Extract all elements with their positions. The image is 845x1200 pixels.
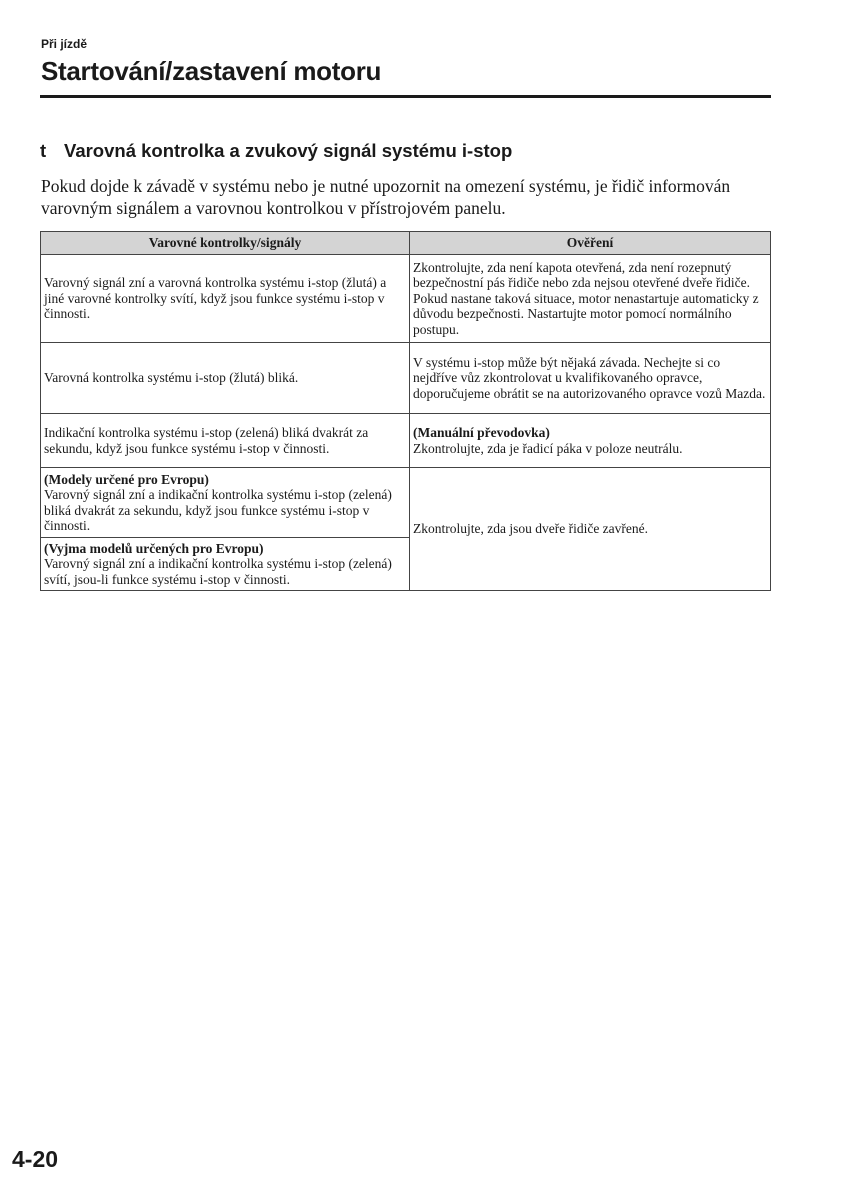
- title-divider: [40, 95, 771, 98]
- signal-cell-text: Varovný signál zní a indikační kontrolka systému i-stop (zelená) svítí, jsou-li funkce systému i-stop v činnosti.: [44, 556, 392, 587]
- signal-cell: Varovná kontrolka systému i-stop (žlutá) bliká.: [41, 343, 410, 414]
- signal-cell-text: Varovný signál zní a indikační kontrolka systému i-stop (zelená) bliká dvakrát za sekundu, když jsou funkce systému i-stop v činnosti.: [44, 487, 392, 533]
- intro-paragraph: Pokud dojde k závadě v systému nebo je nutné upozornit na omezení systému, je řidič informován varovným signálem a varovnou kontrolkou v přístrojovém panelu.: [41, 176, 731, 218]
- table-row: [41, 414, 771, 468]
- table-row: [41, 468, 771, 538]
- section-bullet: t: [40, 140, 47, 161]
- check-cell-title: (Manuální převodovka): [413, 425, 550, 440]
- table-header-row: [41, 232, 771, 255]
- signal-cell: Indikační kontrolka systému i-stop (zelená) bliká dvakrát za sekundu, když jsou funkce systému i-stop v činnosti.: [41, 414, 410, 468]
- check-cell-text: Zkontrolujte, zda je řadicí páka v poloze neutrálu.: [413, 440, 683, 456]
- check-cell: V systému i-stop může být nějaká závada. Nechejte si co nejdříve vůz zkontrolovat u kvalifikovaného opravce, doporučujeme obrátit se na autorizovaného opravce vozů Mazda.: [410, 343, 771, 414]
- table-row: [41, 343, 771, 414]
- column-header-signals: Varovné kontrolky/signály: [41, 232, 410, 255]
- section-heading: [40, 140, 512, 162]
- signal-cell: Varovný signál zní a varovná kontrolka systému i-stop (žlutá) a jiné varovné kontrolky svítí, když jsou funkce systému i-stop v činnosti.: [41, 255, 410, 343]
- signal-cell-title: (Vyjma modelů určených pro Evropu): [44, 540, 264, 556]
- check-cell: Zkontrolujte, zda jsou dveře řidiče zavřené.: [410, 468, 771, 591]
- page-number: 4-20: [12, 1146, 59, 1172]
- signal-cell: [41, 468, 410, 538]
- check-cell: Zkontrolujte, zda není kapota otevřená, zda není rozepnutý bezpečnostní pás řidiče nebo zda nejsou otevřené dveře řidiče. Pokud nastane taková situace, motor nenastartuje automaticky z důvodu bezpečnosti. Nastartujte motor pomocí normálního postupu.: [410, 255, 771, 343]
- section-heading-text: Varovná kontrolka a zvukový signál systému i-stop: [64, 140, 513, 161]
- signal-cell: [41, 538, 410, 591]
- warning-table: [40, 231, 771, 591]
- column-header-check: Ověření: [410, 232, 771, 255]
- check-cell: [410, 414, 771, 468]
- table-row: [41, 255, 771, 343]
- signal-cell-title: (Modely určené pro Evropu): [44, 471, 209, 487]
- breadcrumb: Při jízdě: [41, 37, 88, 51]
- page-title: Startování/zastavení motoru: [41, 56, 382, 86]
